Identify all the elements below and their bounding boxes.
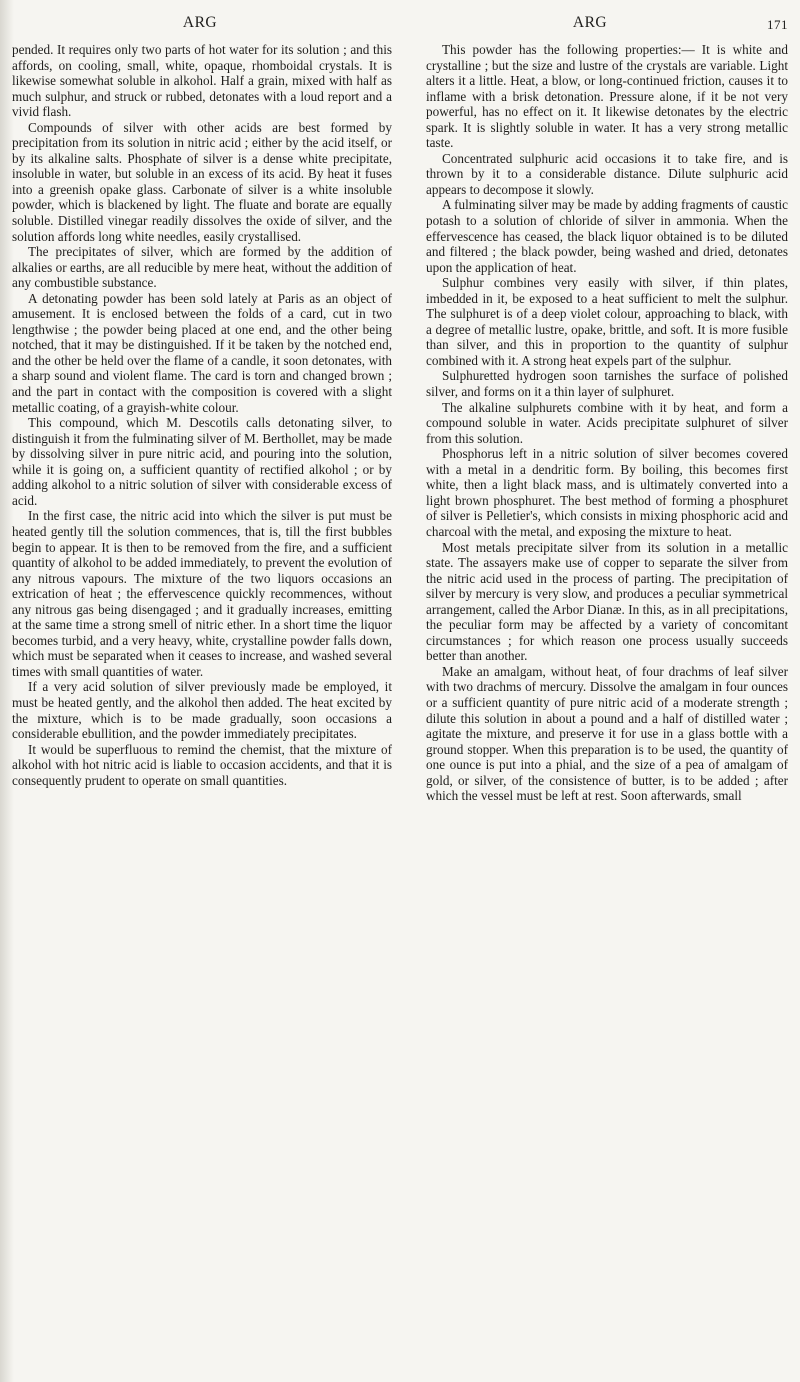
right-column — [426, 42, 788, 804]
paragraph: A detonating powder has been sold lately at Paris as an object of amusement. It is enclosed between the folds of a card, cut in two lengthwise ; the powder being placed at one end, and the other being notched, that it may be distinguished. If it be taken by the notched end, and the other be held over the flame of a candle, it soon detonates, with a sharp sound and violent flame. The card is torn and changed brown ; and the part in contact with the composition is covered with a slight metallic coating, of a grayish-white colour. — [12, 290, 392, 415]
paragraph: This powder has the following properties:— It is white and crystalline ; but the size and lustre of the crystals are variable. Light alters it a little. Heat, a blow, or long-continued friction, causes it to inflame with a brisk detonation. Pressure alone, if it be not very powerful, has no effect on it. It likewise detonates by the electric spark. It is slightly soluble in water. It has a very strong metallic taste. — [426, 42, 788, 151]
running-head-right: ARG — [572, 14, 608, 31]
paragraph: Most metals precipitate silver from its solution in a metallic state. The assayers make use of copper to separate the silver from the nitric acid used in the process of parting. The precipitation of silver by mercury is very slow, and produces a peculiar symmetrical arrangement, called the Arbor Dianæ. In this, as in all precipitations, the peculiar form may be affected by a variety of concomitant circumstances ; for which reason one process usually succeeds better than another. — [426, 539, 788, 664]
paragraph: It would be superfluous to remind the chemist, that the mixture of alkohol with hot nitric acid is liable to occasion accidents, and that it is consequently prudent to operate on small quantities. — [12, 741, 392, 788]
paragraph: This compound, which M. Descotils calls detonating silver, to distinguish it from the fulminating silver of M. Berthollet, may be made by dissolving silver in pure nitric acid, and pouring into the solution, while it is going on, a sufficient quantity of rectified alkohol ; or by adding alkohol to a nitric solution of silver with considerable excess of acid. — [12, 415, 392, 508]
paragraph: The alkaline sulphurets combine with it by heat, and form a compound soluble in water. Acids precipitate sulphuret of silver from this solution. — [426, 399, 788, 446]
left-column — [12, 42, 392, 788]
page-number: 171 — [767, 17, 788, 32]
paragraph: Sulphur combines very easily with silver, if thin plates, imbedded in it, be exposed to a heat sufficient to melt the sulphur. The sulphuret is of a deep violet colour, approaching to black, with a degree of metallic lustre, opake, brittle, and soft. It is more fusible than silver, and this in proportion to the quantity of sulphur combined with it. A strong heat expels part of the sulphur. — [426, 275, 788, 368]
paragraph: The precipitates of silver, which are formed by the addition of alkalies or earths, are all reducible by mere heat, without the addition of any combustible substance. — [12, 244, 392, 291]
paragraph: In the first case, the nitric acid into which the silver is put must be heated gently till the solution commences, that is, till the first bubbles begin to appear. It is then to be removed from the fire, and a sufficient quantity of alkohol to be added immediately, to prevent the evolution of any nitrous vapours. The mixture of the two liquors occasions an extrication of heat ; the effervescence quickly recommences, without any nitrous gas being disengaged ; and it gradually increases, emitting at the same time a strong smell of nitric ether. In a short time the liquor becomes turbid, and a very heavy, white, crystalline powder falls down, which must be separated when it ceases to increase, and washed several times with small quantities of water. — [12, 508, 392, 679]
paragraph: Sulphuretted hydrogen soon tarnishes the surface of polished silver, and forms on it a thin layer of sulphuret. — [426, 368, 788, 400]
paragraph: Compounds of silver with other acids are best formed by precipitation from its solution in nitric acid ; either by the acid itself, or by its alkaline salts. Phosphate of silver is a dense white precipitate, insoluble in water, but soluble in an excess of its acid. By heat it fuses into a greenish opake glass. Carbonate of silver is a white insoluble powder, which is blackened by light. The fluate and borate are equally soluble. Distilled vinegar readily dissolves the oxide of silver, and the solution affords long white needles, easily crystallised. — [12, 119, 392, 244]
paragraph: A fulminating silver may be made by adding fragments of caustic potash to a solution of chloride of silver in ammonia. When the effervescence has ceased, the black liquor obtained is to be diluted and filtered ; the black powder, being washed and dried, detonates upon the application of heat. — [426, 197, 788, 275]
running-head-left: ARG — [182, 14, 218, 31]
paragraph: Phosphorus left in a nitric solution of silver becomes covered with a metal in a dendritic form. By boiling, this becomes first white, then a light black mass, and is ultimately converted into a light brown phosphuret. The best method of forming a phosphuret of silver is Pelletier's, which consists in mixing phosphoric acid and charcoal with the metal, and exposing the mixture to heat. — [426, 446, 788, 539]
paragraph: If a very acid solution of silver previously made be employed, it must be heated gently, and the alkohol then added. The heat excited by the mixture, which is to be made gradually, soon occasions a considerable ebullition, and the powder immediately precipitates. — [12, 679, 392, 742]
paragraph: Make an amalgam, without heat, of four drachms of leaf silver with two drachms of mercury. Dissolve the amalgam in four ounces or a sufficient quantity of pure nitric acid of a moderate strength ; dilute this solution in about a pound and a half of distilled water ; agitate the mixture, and preserve it for use in a glass bottle with a ground stopper. When this preparation is to be used, the quantity of one ounce is put into a phial, and the size of a pea of amalgam of gold, or silver, of the consistence of butter, is to be added ; after which the vessel must be left at rest. Soon afterwards, small — [426, 663, 788, 804]
paragraph: Concentrated sulphuric acid occasions it to take fire, and is thrown by it to a considerable distance. Dilute sulphuric acid appears to decompose it slowly. — [426, 150, 788, 197]
paragraph: pended. It requires only two parts of hot water for its solution ; and this affords, on cooling, small, white, opaque, rhomboidal crystals. It is likewise somewhat soluble in alkohol. Half a grain, mixed with half as much sulphur, and struck or rubbed, detonates with a loud report and a vivid flash. — [12, 42, 392, 120]
